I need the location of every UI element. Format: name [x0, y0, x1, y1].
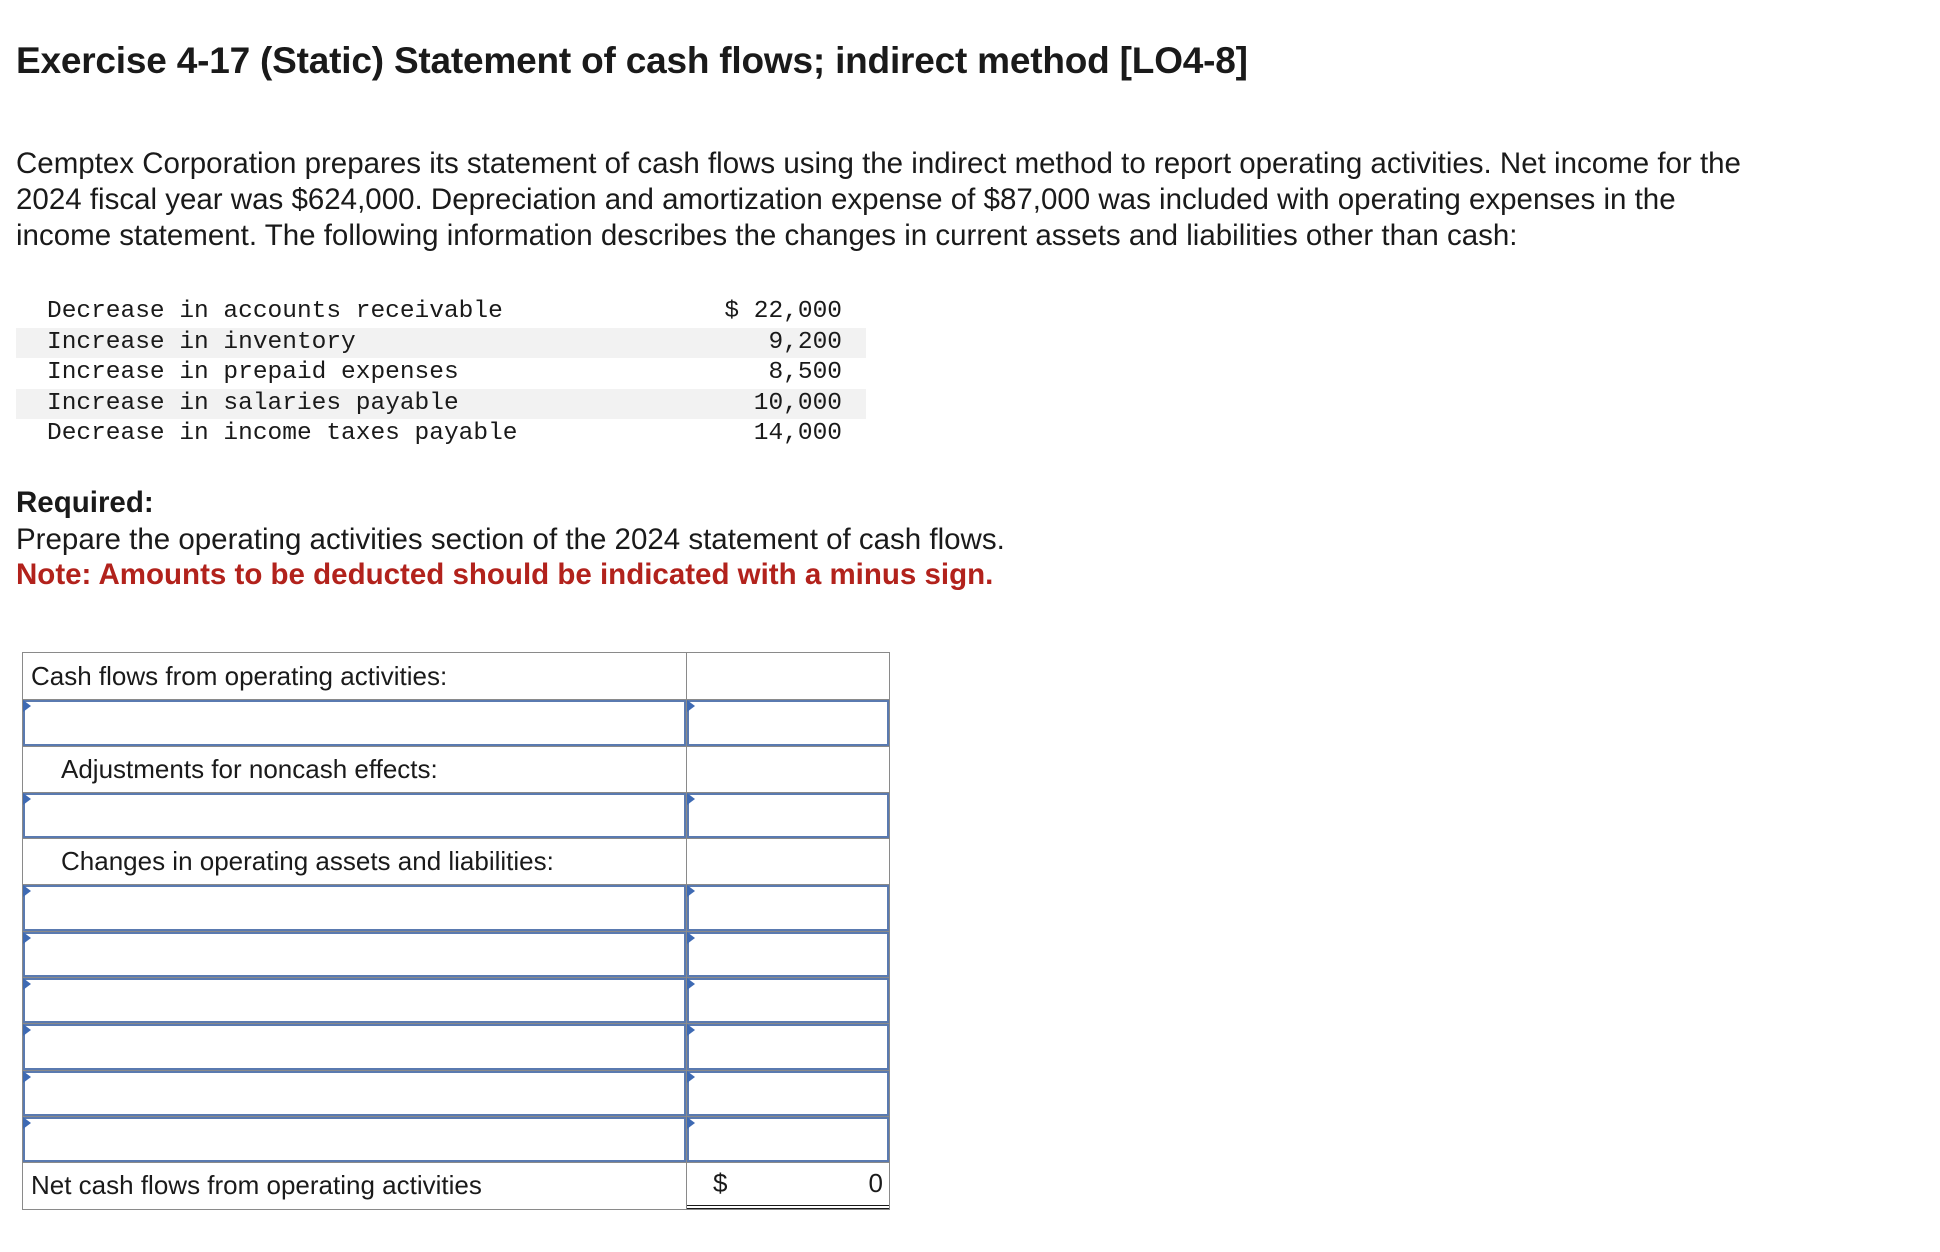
given-label: Increase in salaries payable — [47, 389, 459, 417]
label-dropdown-input[interactable] — [23, 885, 686, 930]
input-row-adjustment — [23, 792, 889, 838]
empty-cell — [687, 653, 889, 699]
total-amount-cell — [687, 1163, 889, 1208]
dropdown-marker-icon — [687, 793, 695, 805]
given-amount: 9,200 — [768, 328, 842, 356]
label-dropdown-cell[interactable] — [23, 1117, 687, 1162]
required-heading: Required: — [16, 486, 154, 519]
total-row — [23, 1162, 889, 1208]
dropdown-marker-icon — [23, 1024, 31, 1036]
label-dropdown-input[interactable] — [23, 978, 686, 1023]
given-row — [16, 328, 866, 359]
empty-cell — [687, 747, 889, 792]
given-amount: 10,000 — [753, 389, 842, 417]
dropdown-marker-icon — [687, 700, 695, 712]
section-label: Cash flows from operating activities: — [23, 653, 687, 699]
amount-input[interactable] — [687, 793, 889, 838]
amount-input[interactable] — [687, 932, 889, 977]
input-row-net-income — [23, 699, 889, 745]
dropdown-marker-icon — [687, 1024, 695, 1036]
amount-cell[interactable] — [687, 885, 889, 930]
amount-input[interactable] — [687, 1024, 889, 1069]
label-dropdown-cell[interactable] — [23, 793, 687, 838]
amount-cell[interactable] — [687, 978, 889, 1023]
input-row-change — [23, 1070, 889, 1116]
input-row-change — [23, 1116, 889, 1162]
intro-line: Cemptex Corporation prepares its statement of cash flows using the indirect method to report operating activities. Net income for the — [16, 147, 1741, 180]
dropdown-marker-icon — [23, 1117, 31, 1129]
intro-line: income statement. The following information describes the changes in current assets and liabilities other than cash: — [16, 219, 1518, 252]
amount-cell[interactable] — [687, 700, 889, 745]
given-label: Decrease in income taxes payable — [47, 420, 518, 447]
given-label: Increase in inventory — [47, 328, 356, 356]
dropdown-marker-icon — [687, 978, 695, 990]
dropdown-marker-icon — [687, 1117, 695, 1129]
given-label: Decrease in accounts receivable — [47, 298, 503, 325]
amount-cell[interactable] — [687, 793, 889, 838]
dropdown-marker-icon — [23, 793, 31, 805]
input-row-change — [23, 884, 889, 930]
given-row — [16, 419, 866, 450]
amount-cell[interactable] — [687, 1024, 889, 1069]
label-dropdown-cell[interactable] — [23, 1071, 687, 1116]
given-amount: 8,500 — [768, 359, 842, 386]
required-note: Note: Amounts to be deducted should be indicated with a minus sign. — [16, 558, 994, 591]
dropdown-marker-icon — [687, 885, 695, 897]
page-title: Exercise 4-17 (Static) Statement of cash flows; indirect method [LO4-8] — [16, 40, 1248, 81]
amount-cell[interactable] — [687, 932, 889, 977]
label-dropdown-input[interactable] — [23, 700, 686, 745]
dropdown-marker-icon — [23, 1071, 31, 1083]
dropdown-marker-icon — [687, 1071, 695, 1083]
label-dropdown-cell[interactable] — [23, 1024, 687, 1069]
problem-description — [16, 146, 1916, 254]
dropdown-marker-icon — [23, 700, 31, 712]
dropdown-marker-icon — [23, 885, 31, 897]
amount-input[interactable] — [687, 700, 889, 745]
given-amount: $ 22,000 — [724, 298, 842, 325]
amount-input[interactable] — [687, 885, 889, 930]
given-amount: 14,000 — [753, 420, 842, 447]
label-dropdown-input[interactable] — [23, 1024, 686, 1069]
amount-input[interactable] — [687, 978, 889, 1023]
total-label: Net cash flows from operating activities — [23, 1163, 687, 1208]
label-dropdown-cell[interactable] — [23, 978, 687, 1023]
given-data-table — [16, 297, 866, 450]
intro-line: 2024 fiscal year was $624,000. Depreciation and amortization expense of $87,000 was included with operating expenses in the — [16, 183, 1676, 216]
given-row — [16, 358, 866, 389]
changes-header-row — [23, 838, 889, 884]
label-dropdown-input[interactable] — [23, 932, 686, 977]
dropdown-marker-icon — [687, 932, 695, 944]
label-dropdown-cell[interactable] — [23, 700, 687, 745]
dropdown-marker-icon — [23, 932, 31, 944]
input-row-change — [23, 1023, 889, 1069]
section-header-row — [23, 653, 889, 699]
amount-cell[interactable] — [687, 1071, 889, 1116]
input-row-change — [23, 931, 889, 977]
label-dropdown-cell[interactable] — [23, 932, 687, 977]
given-label: Increase in prepaid expenses — [47, 359, 459, 386]
given-row — [16, 389, 866, 420]
amount-input[interactable] — [687, 1117, 889, 1162]
label-dropdown-input[interactable] — [23, 1071, 686, 1116]
amount-cell[interactable] — [687, 1117, 889, 1162]
total-value: 0 — [868, 1168, 883, 1199]
label-dropdown-input[interactable] — [23, 1117, 686, 1162]
currency-symbol: $ — [713, 1168, 728, 1199]
given-row — [16, 297, 866, 328]
adjustments-label: Adjustments for noncash effects: — [23, 747, 687, 792]
amount-input[interactable] — [687, 1071, 889, 1116]
adjustments-header-row — [23, 746, 889, 792]
input-row-change — [23, 977, 889, 1023]
dropdown-marker-icon — [23, 978, 31, 990]
label-dropdown-cell[interactable] — [23, 885, 687, 930]
label-dropdown-input[interactable] — [23, 793, 686, 838]
empty-cell — [687, 839, 889, 884]
changes-label: Changes in operating assets and liabilities: — [23, 839, 687, 884]
operating-activities-worksheet — [22, 652, 890, 1210]
required-text: Prepare the operating activities section of the 2024 statement of cash flows. — [16, 523, 1005, 556]
